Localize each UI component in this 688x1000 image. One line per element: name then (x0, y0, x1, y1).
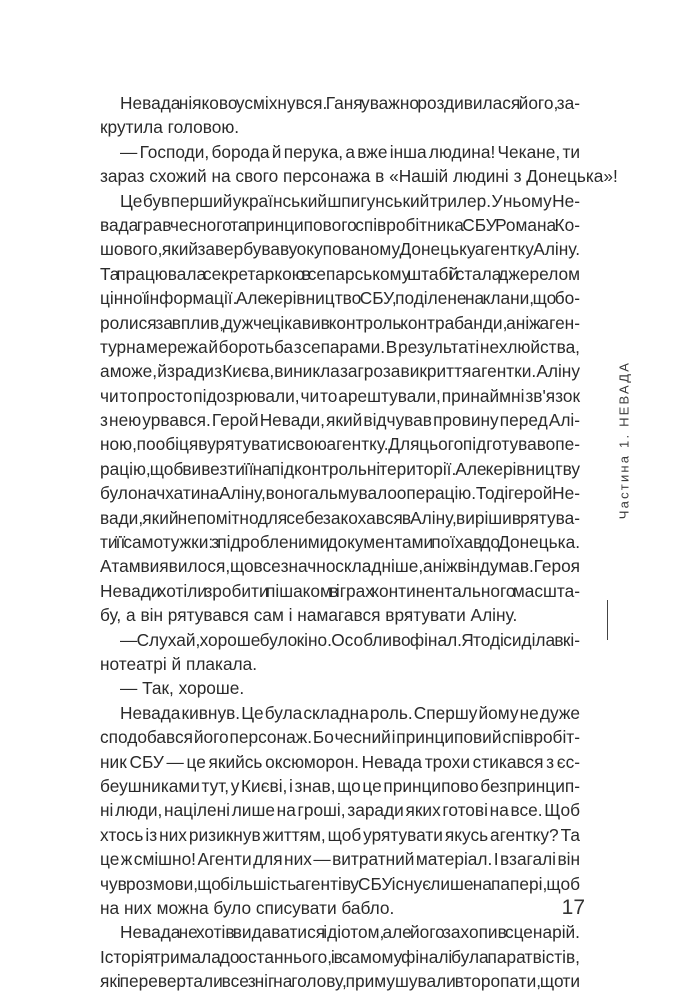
text-line: ник СБУ — це якийсь оксюморон. Невада трохи стикався з єс- (100, 751, 580, 772)
running-head-rule (607, 600, 608, 640)
text-line: ролися за вплив, дужче цікавив контроль контрабанди, аніж аген- (100, 312, 580, 333)
text-line: було начхати на Аліну, воно гальмувало операцію. Тоді герой Не- (100, 483, 580, 504)
text-line: бу, а він рятувався сам і намагався врятувати Аліну. (100, 605, 518, 626)
body-text (100, 91, 618, 993)
text-line: вада грав чесного та принципового співробітника СБУ Романа Ко- (100, 214, 580, 235)
text-line: Невади хотіли зробити пішаком в іграх континентального масшта- (100, 580, 580, 601)
text-line: Історія тримала до останнього, і в самому фіналі була пара твістів, (100, 946, 580, 967)
text-line: крутила головою. (100, 117, 240, 138)
text-line: цінної інформації. Але керівництво СБУ, поділене на клани, що бо- (100, 288, 580, 309)
running-head-text: Частина 1. НЕВАДА (616, 360, 632, 520)
page-number: 17 (561, 896, 585, 919)
text-line: Це був перший український шпигунський трилер. У ньому Не- (120, 190, 580, 211)
text-line: на них можна було списувати бабло. (100, 897, 395, 918)
text-line: чи то просто підозрювали, чи то арештували, принаймні зв'язок (100, 385, 581, 406)
text-line: — Слухай, хороше було кіно. Особливо фінал. Я тоді сиділа в кі- (120, 629, 581, 650)
text-line: зараз схожий на свого персонажа в «Нашій людині з Донецька»! (100, 166, 618, 187)
text-line: з нею урвався. Герой Невади, який відчував провину перед Алі- (100, 410, 581, 431)
text-line: це ж смішно! Агенти для них — витратний матеріал. І взагалі він (100, 849, 581, 870)
text-line: ною, пообіцяв урятувати свою агентку. Для цього підготував опе- (100, 434, 580, 455)
text-line: сподобався його персонаж. Бо чесний і принциповий співробіт- (100, 727, 580, 748)
text-line: які перевертали все з ніг на голову, примушували второпати, що ти (100, 971, 581, 992)
text-line: Невада кивнув. Це була складна роль. Спершу йому не дуже (120, 702, 581, 723)
text-line: вади, який непомітно для себе закохався в Аліну, вирішив рятува- (100, 507, 581, 528)
running-head (614, 275, 634, 605)
text-line: ні люди, націлені лише на гроші, заради яких готові на все. Щоб (100, 800, 581, 821)
text-line: Невада ніяково усміхнувся. Ганя уважно роздивилася його, за- (120, 93, 580, 113)
text-line: шового, який завербував у окупованому Донецьку агентку Аліну. (100, 239, 581, 260)
text-line: чув розмови, що більшість агентів у СБУ існує лише на папері, щоб (100, 873, 580, 894)
text-line: турна мережа й боротьба з сепарами. В результаті нехлюйства, (100, 336, 580, 357)
text-line: хтось із них ризикнув життям, щоб урятувати якусь агентку? Та (100, 824, 581, 845)
text-line: беушниками тут, у Києві, і знав, що це принципово безпринцип- (100, 775, 580, 796)
text-line: Та працювала секретаркою в сепарському штабі й стала джерелом (100, 263, 580, 284)
text-line: нотеатрі й плакала. (100, 653, 258, 674)
text-line: рацію, щоб вивезти її на підконтрольні території. Але керівництву (100, 458, 581, 479)
text-line: ти її самотужки: з підробленими документами поїхав до Донецька. (100, 532, 581, 553)
text-line: А там виявилося, що все значно складніше, аніж він думав. Героя (100, 556, 581, 577)
text-line: а може, й зради з Києва, виникла загроза викриття агентки. Аліну (100, 361, 580, 382)
text-line: Невада не хотів видаватися ідіотом, але його захопив сценарій. (120, 922, 580, 943)
text-line: — Господи, борода й перука, а вже інша людина! Чекане, ти (120, 141, 581, 162)
text-line: — Так, хороше. (120, 678, 245, 699)
